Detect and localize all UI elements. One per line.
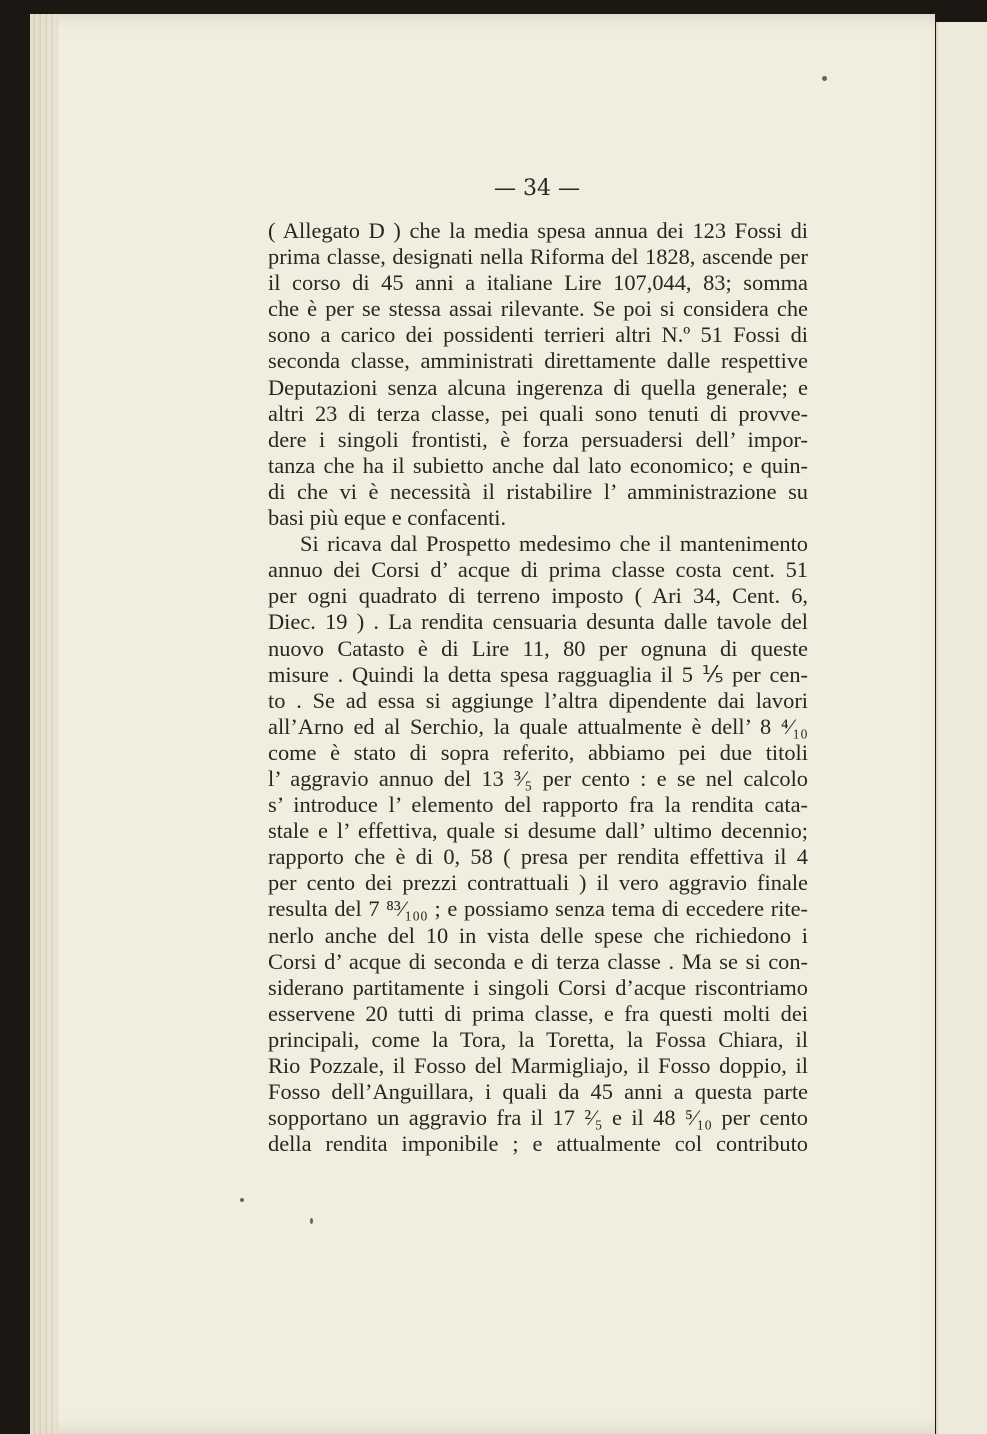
text-line: Fosso dell’Anguillara, i quali da 45 anni a questa parte	[268, 1079, 808, 1105]
paper-speck	[240, 1198, 244, 1202]
text-line: stale e l’ effettiva, quale si desume dall’ ultimo decennio;	[268, 818, 808, 844]
text-line: Deputazioni senza alcuna ingerenza di quella generale; e	[268, 374, 808, 400]
text-line: per cento dei prezzi contrattuali ) il vero aggravio finale	[268, 870, 808, 896]
text-line: di che vi è necessità il ristabilire l’ amministrazione su	[268, 478, 808, 504]
text-line: sopportano un aggravio fra il 17 ²⁄₅ e il 48 ⁵⁄₁₀ per cento	[268, 1105, 808, 1131]
text-line: resulta del 7 ⁸³⁄₁₀₀ ; e possiamo senza tema di eccedere rite-	[268, 896, 808, 922]
text-line: nerlo anche del 10 in vista delle spese che richiedono i	[268, 922, 808, 948]
page-stack-edges	[30, 14, 58, 1434]
text-line: Corsi d’ acque di seconda e di terza classe . Ma se si con-	[268, 948, 808, 974]
text-line: seconda classe, amministrati direttamente dalle respettive	[268, 348, 808, 374]
text-line: s’ introduce l’ elemento del rapporto fra la rendita cata-	[268, 792, 808, 818]
text-line: siderano partitamente i singoli Corsi d’acque riscontriamo	[268, 974, 808, 1000]
paragraph-start-line: Si ricava dal Prospetto medesimo che il mantenimento	[300, 531, 808, 557]
text-line: tanza che ha il subietto anche dal lato economico; e quin-	[268, 452, 808, 478]
text-line: to . Se ad essa si aggiunge l’altra dipendente dai lavori	[268, 687, 808, 713]
body-text	[268, 218, 808, 1157]
text-line: prima classe, designati nella Riforma del 1828, ascende per	[268, 244, 808, 270]
text-line: rapporto che è di 0, 58 ( presa per rendita effettiva il 4	[268, 844, 808, 870]
text-line: che è per se stessa assai rilevante. Se poi si considera che	[268, 296, 808, 322]
text-line: principali, come la Tora, la Toretta, la Fossa Chiara, il	[268, 1026, 808, 1052]
page-number: — 34 —	[494, 176, 580, 201]
text-line: Diec. 19 ) . La rendita censuaria desunta dalle tavole del	[268, 609, 808, 635]
text-line: ( Allegato D ) che la media spesa annua dei 123 Fossi di	[268, 218, 808, 243]
text-line: l’ aggravio annuo del 13 ³⁄₅ per cento : e se nel calcolo	[268, 765, 808, 791]
text-line: esservene 20 tutti di prima classe, e fra questi molti dei	[268, 1000, 808, 1026]
paper-speck	[822, 76, 827, 81]
text-line: annuo dei Corsi d’ acque di prima classe costa cent. 51	[268, 557, 808, 583]
text-line: per ogni quadrato di terreno imposto ( Ari 34, Cent. 6,	[268, 583, 808, 609]
text-line: della rendita imponibile ; e attualmente col contributo	[268, 1131, 808, 1157]
text-line: nuovo Catasto è di Lire 11, 80 per ognuna di queste	[268, 635, 808, 661]
text-line: il corso di 45 anni a italiane Lire 107,044, 83; somma	[268, 270, 808, 296]
text-line: altri 23 di terza classe, pei quali sono tenuti di provve-	[268, 400, 808, 426]
text-line: dere i singoli frontisti, è forza persuadersi dell’ impor-	[268, 426, 808, 452]
text-line: all’Arno ed al Serchio, la quale attualmente è dell’ 8 ⁴⁄₁₀	[268, 713, 808, 739]
facing-page-edge	[936, 22, 987, 1434]
text-line: come è stato di sopra referito, abbiamo pei due titoli	[268, 739, 808, 765]
text-line: sono a carico dei possidenti terrieri altri N.º 51 Fossi di	[268, 322, 808, 348]
paper-speck	[310, 1218, 313, 1224]
paragraph-end-line: basi più eque e confacenti.	[268, 505, 507, 531]
text-line: Rio Pozzale, il Fosso del Marmigliajo, il Fosso doppio, il	[268, 1053, 808, 1078]
text-line: misure . Quindi la detta spesa ragguaglia il 5 ⅕ per cen-	[268, 661, 808, 687]
